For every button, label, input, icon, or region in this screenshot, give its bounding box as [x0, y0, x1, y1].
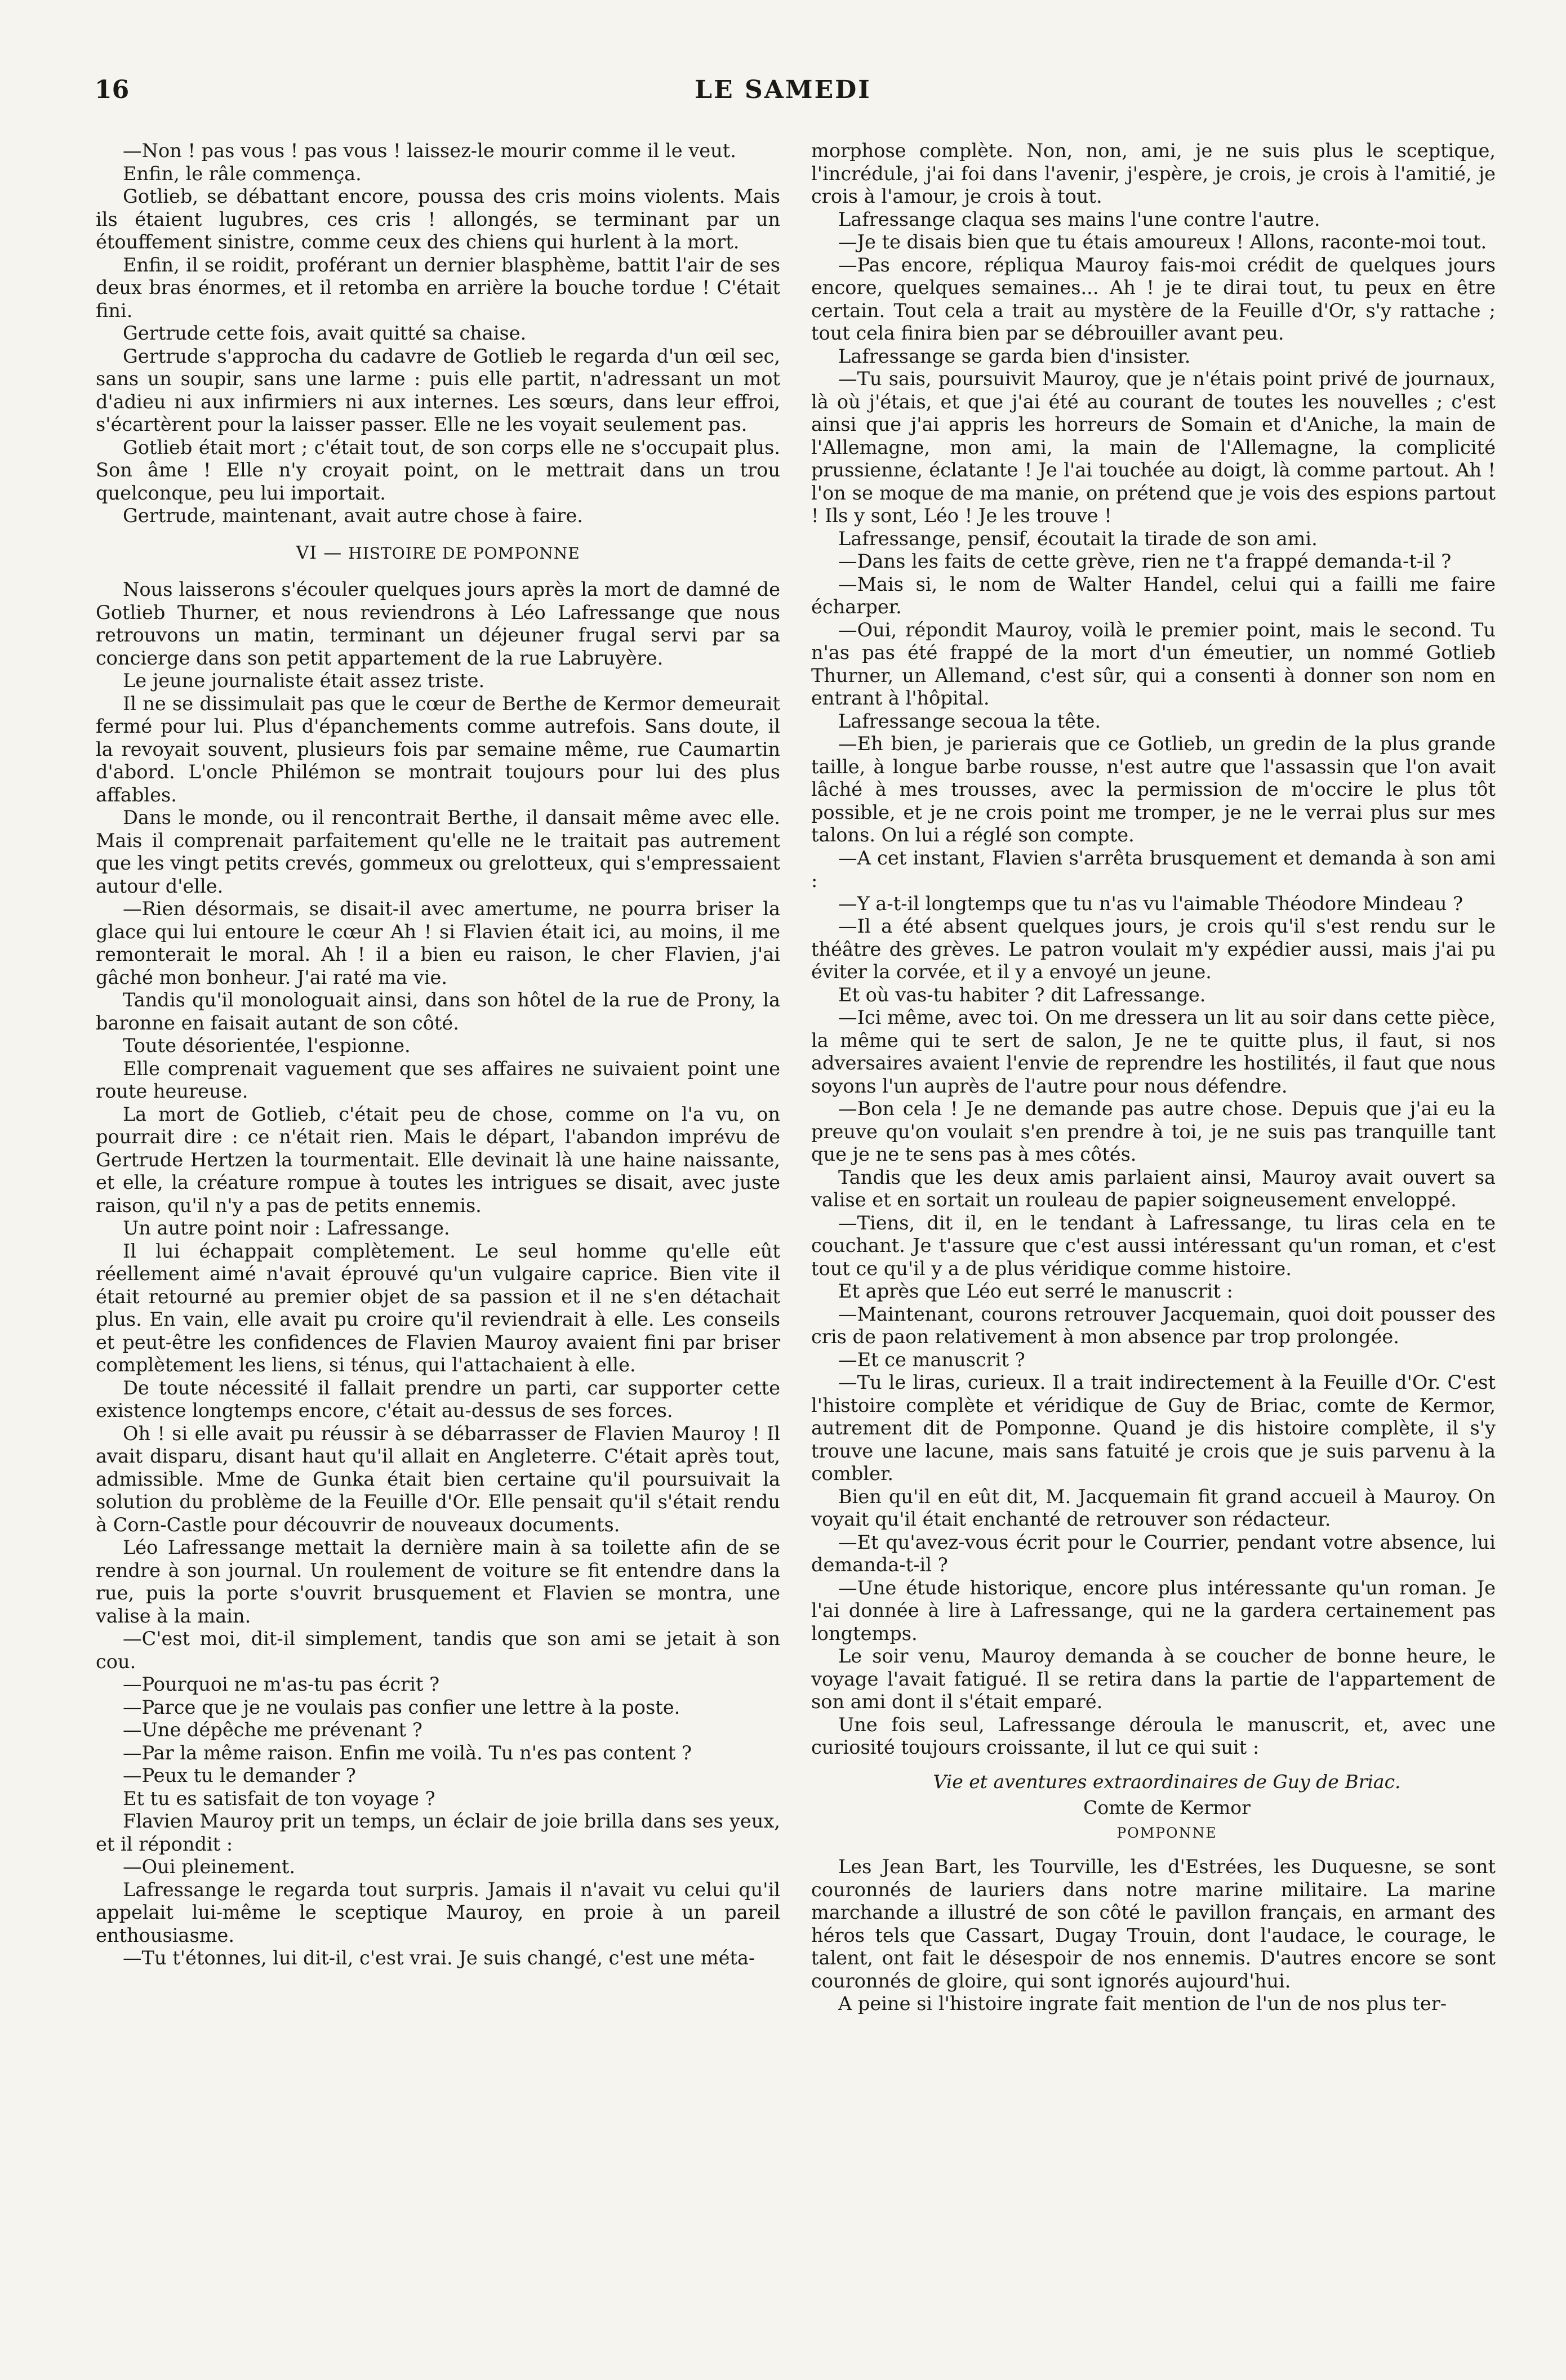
paragraph: —Bon cela ! Je ne demande pas autre chose. Depuis que j'ai eu la preuve qu'on voulait s'en prendre à toi, je ne suis pas tranquille tant que je ne te sens pas à mes côtés.: [811, 1098, 1496, 1165]
paragraph: —Non ! pas vous ! pas vous ! laissez-le mourir comme il le veut.: [123, 140, 736, 162]
chapter-heading: [96, 541, 780, 565]
paragraph: —Tu t'étonnes, lui dit-il, c'est vrai. Je suis changé, c'est une méta-: [123, 1947, 755, 1969]
paragraph: —Tu le liras, curieux. Il a trait indirectement à la Feuille d'Or. C'est l'histoire complète et véridique de Guy de Briac, comte de Kermor, autrement dit de Pomponne. Quand je dis histoire complète, il s'y trouve une lacune, mais sans fatuité je crois que je suis parvenu à la combler.: [811, 1371, 1496, 1485]
paragraph: —Oui pleinement.: [123, 1856, 295, 1878]
left-text-part-1: [96, 140, 780, 528]
story-subtitle: Comte de Kermor: [1083, 1797, 1251, 1819]
journal-title: LE SAMEDI: [695, 75, 871, 104]
paragraph: Gertrude s'approcha du cadavre de Gotlieb le regarda d'un œil sec, sans un soupir, sans une larme : puis elle partit, n'adressant un mot d'adieu ni aux infirmiers ni aux internes. Les sœurs, dans leur effroi, s'écartèrent pour la laisser passer. Elle ne les voyait seulement pas.: [96, 345, 780, 435]
paragraph: Une fois seul, Lafressange déroula le manuscrit, et, avec une curiosité toujours croissante, il lut ce qui suit :: [811, 1713, 1496, 1758]
paragraph: Gertrude cette fois, avait quitté sa chaise.: [123, 322, 527, 344]
paragraph: —Et qu'avez-vous écrit pour le Courrier, pendant votre absence, lui demanda-t-il ?: [811, 1531, 1496, 1576]
paragraph: Enfin, le râle commença.: [123, 162, 362, 185]
paragraph: —A cet instant, Flavien s'arrêta brusquement et demanda à son ami :: [811, 846, 1496, 892]
paragraph: Toute désorientée, l'espionne.: [123, 1035, 411, 1057]
paragraph: Tandis qu'il monologuait ainsi, dans son hôtel de la rue de Prony, la baronne en faisait autant de son côté.: [96, 989, 780, 1034]
paragraph: morphose complète. Non, non, ami, je ne suis plus le sceptique, l'incrédule, j'ai foi dans l'avenir, j'espère, je crois, je crois à l'amitié, je crois à l'amour, je crois à tout.: [811, 140, 1496, 207]
paragraph: —Maintenant, courons retrouver Jacquemain, quoi doit pousser des cris de paon relativement à mon absence par trop prolongée.: [811, 1303, 1496, 1348]
paragraph: Et où vas-tu habiter ? dit Lafressange.: [838, 983, 1206, 1006]
paragraph: —Je te disais bien que tu étais amoureux ! Allons, raconte-moi tout.: [838, 231, 1487, 253]
right-text-part-1: [811, 140, 1496, 1759]
paragraph: —C'est moi, dit-il simplement, tandis que son ami se jetait à son cou.: [96, 1628, 780, 1673]
paragraph: Lafressange le regarda tout surpris. Jamais il n'avait vu celui qu'il appelait lui-même le sceptique Mauroy, en proie à un pareil enthousiasme.: [96, 1878, 780, 1946]
paragraph: Flavien Mauroy prit un temps, un éclair de joie brilla dans ses yeux, et il répondit :: [96, 1810, 780, 1855]
paragraph: Et après que Léo eut serré le manuscrit :: [838, 1280, 1233, 1302]
left-text-part-2: [96, 578, 780, 1970]
paragraph: Lafressange, pensif, écoutait la tirade de son ami.: [838, 527, 1318, 550]
paragraph: Les Jean Bart, les Tourville, les d'Estrées, les Duquesne, se sont couronnés de lauriers dans notre marine militaire. La marine marchande a illustré de son côté le pavillon français, en armant des héros tels que Cassart, Dugay Trouin, dont l'audace, le courage, le talent, ont fait le désespoir de nos ennemis. D'autres encore se sont couronnés de gloire, qui sont ignorés aujourd'hui.: [811, 1856, 1496, 1992]
paragraph: —Eh bien, je parierais que ce Gotlieb, un gredin de la plus grande taille, à longue barbe rousse, n'est autre que l'assassin que l'on avait lâché à mes trousses, avec la permission de m'occire le plus tôt possible, et je ne crois point me tromper, je ne le verrai plus sur mes talons. On lui a réglé son compte.: [811, 733, 1496, 846]
paragraph: —Par la même raison. Enfin me voilà. Tu n'es pas content ?: [123, 1741, 692, 1764]
right-column: [811, 140, 1496, 2016]
story-title: Vie et aventures extraordinaires de Guy de Briac.: [933, 1770, 1401, 1793]
paragraph: —Pas encore, répliqua Mauroy fais-moi crédit de quelques jours encore, quelques semaines... Ah ! je te dirai tout, tu peux en être certain. Tout cela a trait au mystère de la Feuille d'Or, s'y rattache ; tout cela finira bien par se débrouiller avant peu.: [811, 253, 1496, 344]
paragraph: —Parce que je ne voulais pas confier une lettre à la poste.: [123, 1696, 680, 1718]
paragraph: Bien qu'il en eût dit, M. Jacquemain fit grand accueil à Mauroy. On voyait qu'il était enchanté de retrouver son rédacteur.: [811, 1485, 1496, 1530]
paragraph: —Y a-t-il longtemps que tu n'as vu l'aimable Théodore Mindeau ?: [838, 892, 1463, 915]
paragraph: Un autre point noir : Lafressange.: [123, 1217, 450, 1239]
paragraph: A peine si l'histoire ingrate fait mention de l'un de nos plus ter-: [838, 1993, 1447, 2014]
paragraph: —Rien désormais, se disait-il avec amertume, ne pourra briser la glace qui lui entoure le cœur Ah ! si Flavien était ici, au moins, il me remonterait le moral. Ah ! il a bien eu raison, le cher Flavien, j'ai gâché mon bonheur. J'ai raté ma vie.: [96, 898, 780, 988]
paragraph: —Une dépêche me prévenant ?: [123, 1719, 422, 1741]
paragraph: Le jeune journaliste était assez triste.: [123, 670, 485, 692]
paragraph: —Tu sais, poursuivit Mauroy, que je n'étais point privé de journaux, là où j'étais, et que j'ai été au courant de toutes les nouvelles ; c'est ainsi que j'ai appris les horreurs de Somain et d'Aniche, la main de l'Allemagne, mon ami, la main de l'Allemagne, la complicité prussienne, éclatante ! Je l'ai touchée au doigt, là comme partout. Ah ! l'on se moque de ma manie, on prétend que je vois des espions partout ! Ils y sont, Léo ! Je les trouve !: [811, 368, 1496, 527]
paragraph: De toute nécessité il fallait prendre un parti, car supporter cette existence longtemps encore, c'était au-dessus de ses forces.: [96, 1376, 780, 1421]
paragraph: Il lui échappait complètement. Le seul homme qu'elle eût réellement aimé n'avait éprouvé qu'un vulgaire caprice. Bien vite il était retourné au premier objet de sa passion et il ne s'en détachait plus. En vain, elle avait pu croire qu'il reviendrait à elle. Les conseils et peut-être les confidences de Flavien Mauroy avaient fini par briser complètement les liens, si ténus, qui l'attachaient à elle.: [96, 1240, 780, 1376]
story-alias: POMPONNE: [1116, 1824, 1217, 1841]
paragraph: —Tiens, dit il, en le tendant à Lafressange, tu liras cela en te couchant. Je t'assure que c'est aussi intéressant qu'un roman, et c'est tout ce qu'il y a de plus véridique comme histoire.: [811, 1211, 1496, 1280]
page-number: 16: [95, 75, 130, 104]
paragraph: —Une étude historique, encore plus intéressante qu'un roman. Je l'ai donnée à lire à Lafressange, qui ne la gardera certainement pas longtemps.: [811, 1576, 1496, 1644]
paragraph: Enfin, il se roidit, proférant un dernier blasphème, battit l'air de ses deux bras énormes, et il retomba en arrière la bouche tordue ! C'était fini.: [96, 253, 780, 322]
paragraph: Gotlieb, se débattant encore, poussa des cris moins violents. Mais ils étaient lugubres, ces cris ! allongés, se terminant par un étouffement sinistre, comme ceux des chiens qui hurlent à la mort.: [96, 185, 780, 253]
left-column: [96, 140, 780, 1970]
paragraph: —Il a été absent quelques jours, je crois qu'il s'est rendu sur le théâtre des grèves. Le patron voulait m'y expédier aussi, mais j'ai pu éviter la corvée, et il y a envoyé un jeune.: [811, 915, 1496, 983]
paragraph: —Peux tu le demander ?: [123, 1764, 356, 1786]
paragraph: Dans le monde, ou il rencontrait Berthe, il dansait même avec elle. Mais il comprenait parfaitement qu'elle ne le traitait pas autrement que les vingt petits crevés, gommeux ou grelotteux, qui s'empressaient autour d'elle.: [96, 806, 780, 897]
paragraph: —Ici même, avec toi. On me dressera un lit au soir dans cette pièce, la même qui te sert de salon, Je ne te quitte plus, il faut, si nos adversaires avaient l'envie de reprendre les hostilités, il faut que nous soyons l'un auprès de l'autre pour nous défendre.: [811, 1006, 1496, 1097]
paragraph: La mort de Gotlieb, c'était peu de chose, comme on l'a vu, on pourrait dire : ce n'était rien. Mais le départ, l'abandon imprévu de Gertrude Hertzen la tourmentait. Elle devinait là une haine naissante, et elle, la créature rompue à toutes les intrigues se disait, avec juste raison, qu'il n'y a pas de petits ennemis.: [96, 1103, 780, 1216]
chapter-number: VI —: [296, 541, 342, 563]
paragraph: Gertrude, maintenant, avait autre chose à faire.: [123, 505, 583, 527]
page-header: [0, 0, 1566, 113]
paragraph: —Pourquoi ne m'as-tu pas écrit ?: [123, 1673, 440, 1695]
paragraph: Léo Lafressange mettait la dernière main à sa toilette afin de se rendre à son journal. Un roulement de voiture se fit entendre dans la rue, puis la porte s'ouvrit brusquement et Flavien se montra, une valise à la main.: [96, 1536, 780, 1627]
paragraph: —Oui, répondit Mauroy, voilà le premier point, mais le second. Tu n'as pas été frappé de la mort d'un émeutier, un nommé Gotlieb Thurner, un Allemand, c'est sûr, qui a consenti à donner son nom en entrant à l'hôpital.: [811, 618, 1496, 709]
paragraph: —Dans les faits de cette grève, rien ne t'a frappé demanda-t-il ?: [838, 550, 1452, 572]
paragraph: —Et ce manuscrit ?: [838, 1348, 1025, 1371]
paragraph: Nous laisserons s'écouler quelques jours après la mort de damné de Gotlieb Thurner, et nous reviendrons à Léo Lafressange que nous retrouvons un matin, terminant un déjeuner frugal servi par sa concierge dans son petit appartement de la rue Labruyère.: [96, 578, 780, 669]
paragraph: Tandis que les deux amis parlaient ainsi, Mauroy avait ouvert sa valise et en sortait un rouleau de papier soigneusement enveloppé.: [811, 1166, 1496, 1211]
paragraph: Et tu es satisfait de ton voyage ?: [123, 1787, 435, 1809]
chapter-title: HISTOIRE DE POMPONNE: [348, 543, 580, 563]
paragraph: Oh ! si elle avait pu réussir à se débarrasser de Flavien Mauroy ! Il avait disparu, disant haut qu'il allait en Angleterre. C'était après tout, admissible. Mme de Gunka était bien certaine qu'il poursuivait la solution du problème de la Feuille d'Or. Elle pensait qu'il s'était rendu à Corn-Castle pour découvrir de nouveaux documents.: [96, 1422, 780, 1536]
paragraph: Elle comprenait vaguement que ses affaires ne suivaient point une route heureuse.: [96, 1057, 780, 1102]
paragraph: Lafressange se garda bien d'insister.: [838, 345, 1191, 367]
paragraph: Gotlieb était mort ; c'était tout, de son corps elle ne s'occupait plus. Son âme ! Elle n'y croyait point, on le mettrait dans un trou quelconque, peu lui importait.: [96, 436, 780, 504]
right-text-part-2: [811, 1856, 1496, 2016]
paragraph: —Mais si, le nom de Walter Handel, celui qui a failli me faire écharper.: [811, 573, 1496, 618]
paragraph: Lafressange secoua la tête.: [838, 710, 1101, 732]
paragraph: Lafressange claqua ses mains l'une contre l'autre.: [838, 208, 1320, 230]
paragraph: Le soir venu, Mauroy demanda à se coucher de bonne heure, le voyage l'avait fatigué. Il se retira dans la partie de l'appartement de son ami dont il s'était emparé.: [811, 1645, 1496, 1713]
paragraph: Il ne se dissimulait pas que le cœur de Berthe de Kermor demeurait fermé pour lui. Plus d'épanchements comme autrefois. Sans doute, il la revoyait souvent, plusieurs fois par semaine même, rue Caumartin d'abord. L'oncle Philémon se montrait toujours pour lui des plus affables.: [96, 692, 780, 806]
